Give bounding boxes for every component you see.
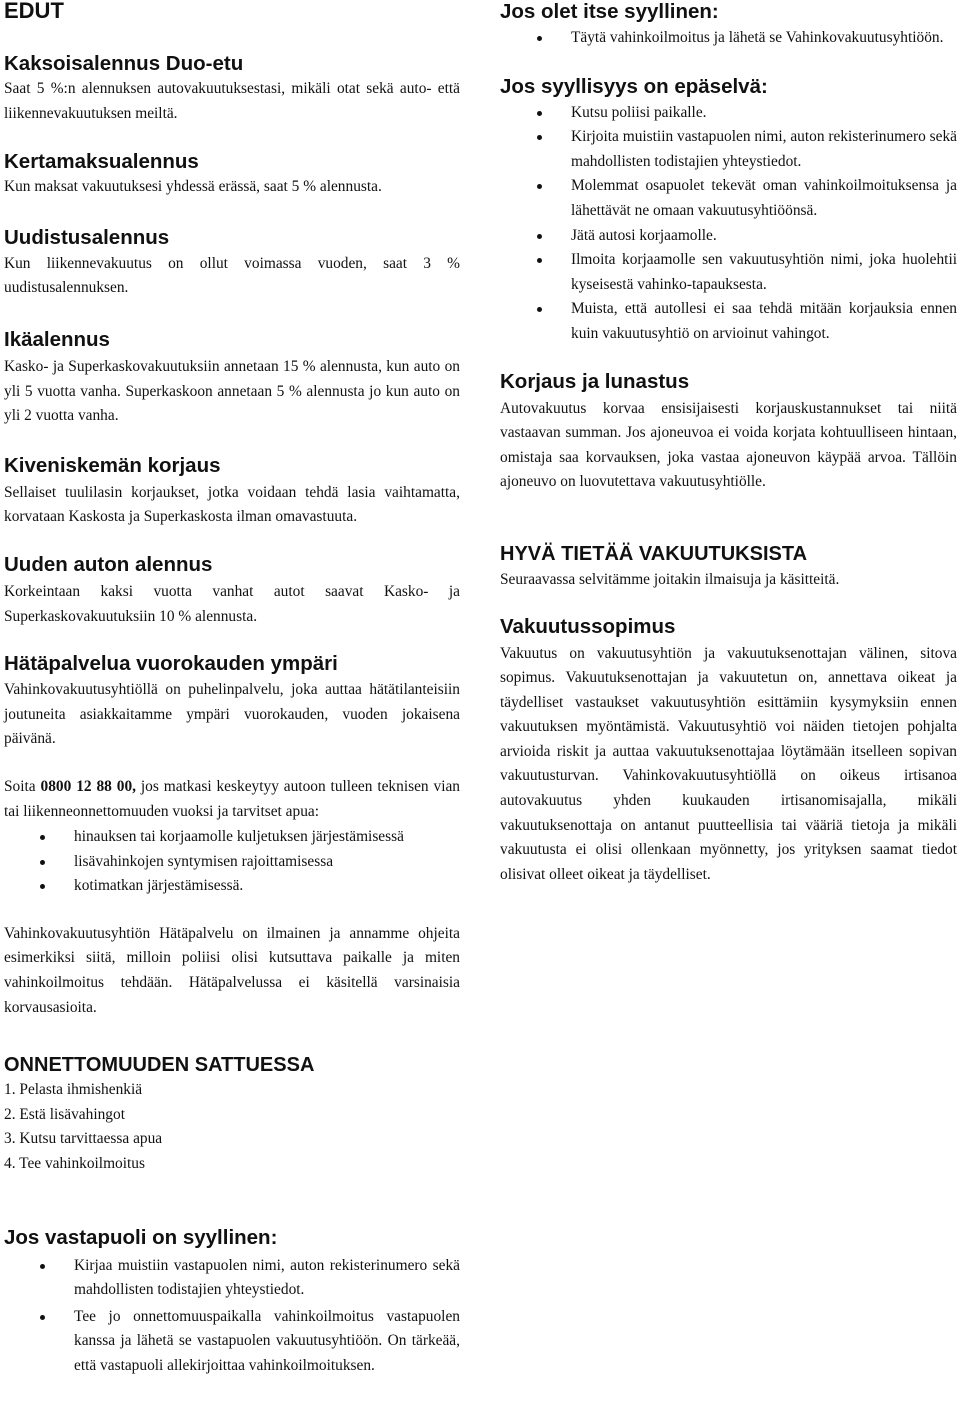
list-item: Kirjaa muistiin vastapuolen nimi, auton rekisterinumero sekä mahdollisten todistajien yhteystiedot. <box>4 1254 460 1303</box>
korjaus-text: Autovakuutus korvaa ensisijaisesti korjauskustannukset tai niitä vastaavan summan. Jos ajoneuvoa ei voida korjata kohtuulliseen hintaan, omistaja saa korvauksen, joka vastaa ajoneuvon käypää arvoa. Tällöin ajoneuvo on luovutettava vakuutusyhtiölle. <box>500 399 957 491</box>
list-item: Tee jo onnettomuuspaikalla vahinkoilmoitus vastapuolen kanssa ja lähetä se vastapuolen vakuutusyhtiöön. On tärkeää, että vastapuoli allekirjoittaa vahinkoilmoituksen. <box>4 1305 460 1379</box>
hata-text: Vahinkovakuutusyhtiöllä on puhelinpalvelu, joka auttaa hätätilanteisiin joutuneita asiakkaitamme ympäri vuorokauden, vuoden jokaisena päivänä. <box>4 681 460 748</box>
sopimus-text: Vakuutus on vakuutusyhtiön ja vakuutuksenottajan välinen, sitova sopimus. Vakuutuksenottajan ja vakuutetun on, annettava oikeat ja täydelliset vastaukset vakuutusyhtiön esittämiin kysymyksiin ennen vakuutuksen myöntämistä. Vakuutusyhtiö voi näiden tietojen pohjalta arvioida riskit ja auttaa vakuutuksenottajaa löytämään itselleen sopivan vakuutusturvan. Vahinkovakuutusyhtiöllä on oikeus irtisanoa autovakuutus yhden kuukauden irtisanomisajalla, mikäli vakuutuksenottaja on antanut puutteellisia tai vääriä tietoja ja mikäli vakuutusta ei olisi ollenkaan myönnetty, jos yrityksen saamat tiedot olisivat olleet oikeat ja täydelliset. <box>500 644 957 883</box>
onnettomuus-heading: ONNETTOMUUDEN SATTUESSA <box>4 1054 315 1077</box>
kerta-text: Kun maksat vakuutuksesi yhdessä erässä, saat 5 % alennusta. <box>4 178 382 196</box>
uusi-auto-text: Korkeintaan kaksi vuotta vanhat autot saavat Kasko- ja Superkaskovakuutuksiin 10 % alennusta. <box>4 582 460 625</box>
emergency-phone: 0800 12 88 00, <box>40 777 136 795</box>
hata-call-text <box>4 775 460 824</box>
left-column <box>4 0 460 1379</box>
list-item: Jätä autosi korjaamolle. <box>500 224 957 249</box>
hata-text-2: Vahinkovakuutusyhtiön Hätäpalvelu on ilmainen ja annamme ohjeita esimerkiksi siitä, milloin poliisi olisi kutsuttava paikalle ja miten vahinkoilmoitus tehdään. Hätäpalvelussa ei käsitellä varsinaisia korvausasioita. <box>4 924 460 1016</box>
hata-help-list <box>4 825 460 899</box>
kivi-text: Sellaiset tuulilasin korjaukset, jotka voidaan tehdä lasia vaihtamatta, korvataan Kaskosta ja Superkaskosta ilman omavastuuta. <box>4 483 460 526</box>
sopimus-heading: Vakuutussopimus <box>500 614 676 638</box>
onnettomuus-steps <box>4 1078 460 1176</box>
ika-text: Kasko- ja Superkaskovakuutuksiin annetaan 15 % alennusta, kun auto on yli 5 vuotta vanha. Superkaskoon annetaan 5 % alennusta jo kun auto on yli 2 vuotta vanha. <box>4 357 460 425</box>
call-prefix: Soita <box>4 777 41 795</box>
korjaus-heading: Korjaus ja lunastus <box>500 369 690 393</box>
kivi-heading: Kiveniskemän korjaus <box>4 453 221 477</box>
call-rest: jos matkasi keskeytyy autoon tulleen teknisen vian tai liikenneonnettomuuden vuoksi ja tarvitset apua: <box>4 777 460 820</box>
right-column <box>500 0 957 887</box>
benefits-heading: EDUT <box>4 0 64 23</box>
uudistus-heading: Uudistusalennus <box>4 225 170 249</box>
list-item: 3. Kutsu tarvittaessa apua <box>4 1130 163 1148</box>
syyllinen-heading: Jos olet itse syyllinen: <box>500 0 719 23</box>
duo-text: Saat 5 %:n alennuksen autovakuutuksestasi, mikäli otat sekä auto- että liikennevakuutuksen meiltä. <box>4 80 460 122</box>
list-item: Ilmoita korjaamolle sen vakuutusyhtiön nimi, joka huolehtii kyseisestä vahinko-tapauksesta. <box>500 248 957 297</box>
list-item: Muista, että autollesi ei saa tehdä mitään korjauksia ennen kuin vakuutusyhtiö on arvioinut vahingot. <box>500 297 957 346</box>
epaselva-list <box>500 101 957 347</box>
hyva-text: Seuraavassa selvitämme joitakin ilmaisuja ja käsitteitä. <box>500 570 840 588</box>
kerta-heading: Kertamaksualennus <box>4 150 199 174</box>
list-item: hinauksen tai korjaamolle kuljetuksen järjestämisessä <box>4 825 460 850</box>
duo-heading: Kaksoisalennus Duo-etu <box>4 52 244 75</box>
list-item: Molemmat osapuolet tekevät oman vahinkoilmoituksensa ja lähettävät ne omaan vakuutusyhtiöönsä. <box>500 174 957 223</box>
list-item: 1. Pelasta ihmishenkiä <box>4 1081 143 1099</box>
vastapuoli-heading: Jos vastapuoli on syyllinen: <box>4 1225 278 1249</box>
list-item: Kutsu poliisi paikalle. <box>500 101 957 126</box>
hyva-heading: HYVÄ TIETÄÄ VAKUUTUKSISTA <box>500 542 808 565</box>
list-item: 2. Estä lisävahingot <box>4 1105 125 1123</box>
uusi-auto-heading: Uuden auton alennus <box>4 552 213 576</box>
ika-heading: Ikäalennus <box>4 327 110 351</box>
list-item: 4. Tee vahinkoilmoitus <box>4 1155 145 1173</box>
list-item: kotimatkan järjestämisessä. <box>4 874 460 899</box>
syyllinen-list <box>500 26 957 51</box>
list-item: Kirjoita muistiin vastapuolen nimi, auton rekisterinumero sekä mahdollisten todistajien yhteystiedot. <box>500 125 957 174</box>
list-item: Täytä vahinkoilmoitus ja lähetä se Vahinkovakuutusyhtiöön. <box>500 26 957 51</box>
list-item: lisävahinkojen syntymisen rajoittamisessa <box>4 850 460 875</box>
vastapuoli-list <box>4 1254 460 1379</box>
uudistus-text: Kun liikennevakuutus on ollut voimassa vuoden, saat 3 % uudistusalennuksen. <box>4 254 460 297</box>
hata-heading: Hätäpalvelua vuorokauden ympäri <box>4 652 338 676</box>
epaselva-heading: Jos syyllisyys on epäselvä: <box>500 74 768 98</box>
